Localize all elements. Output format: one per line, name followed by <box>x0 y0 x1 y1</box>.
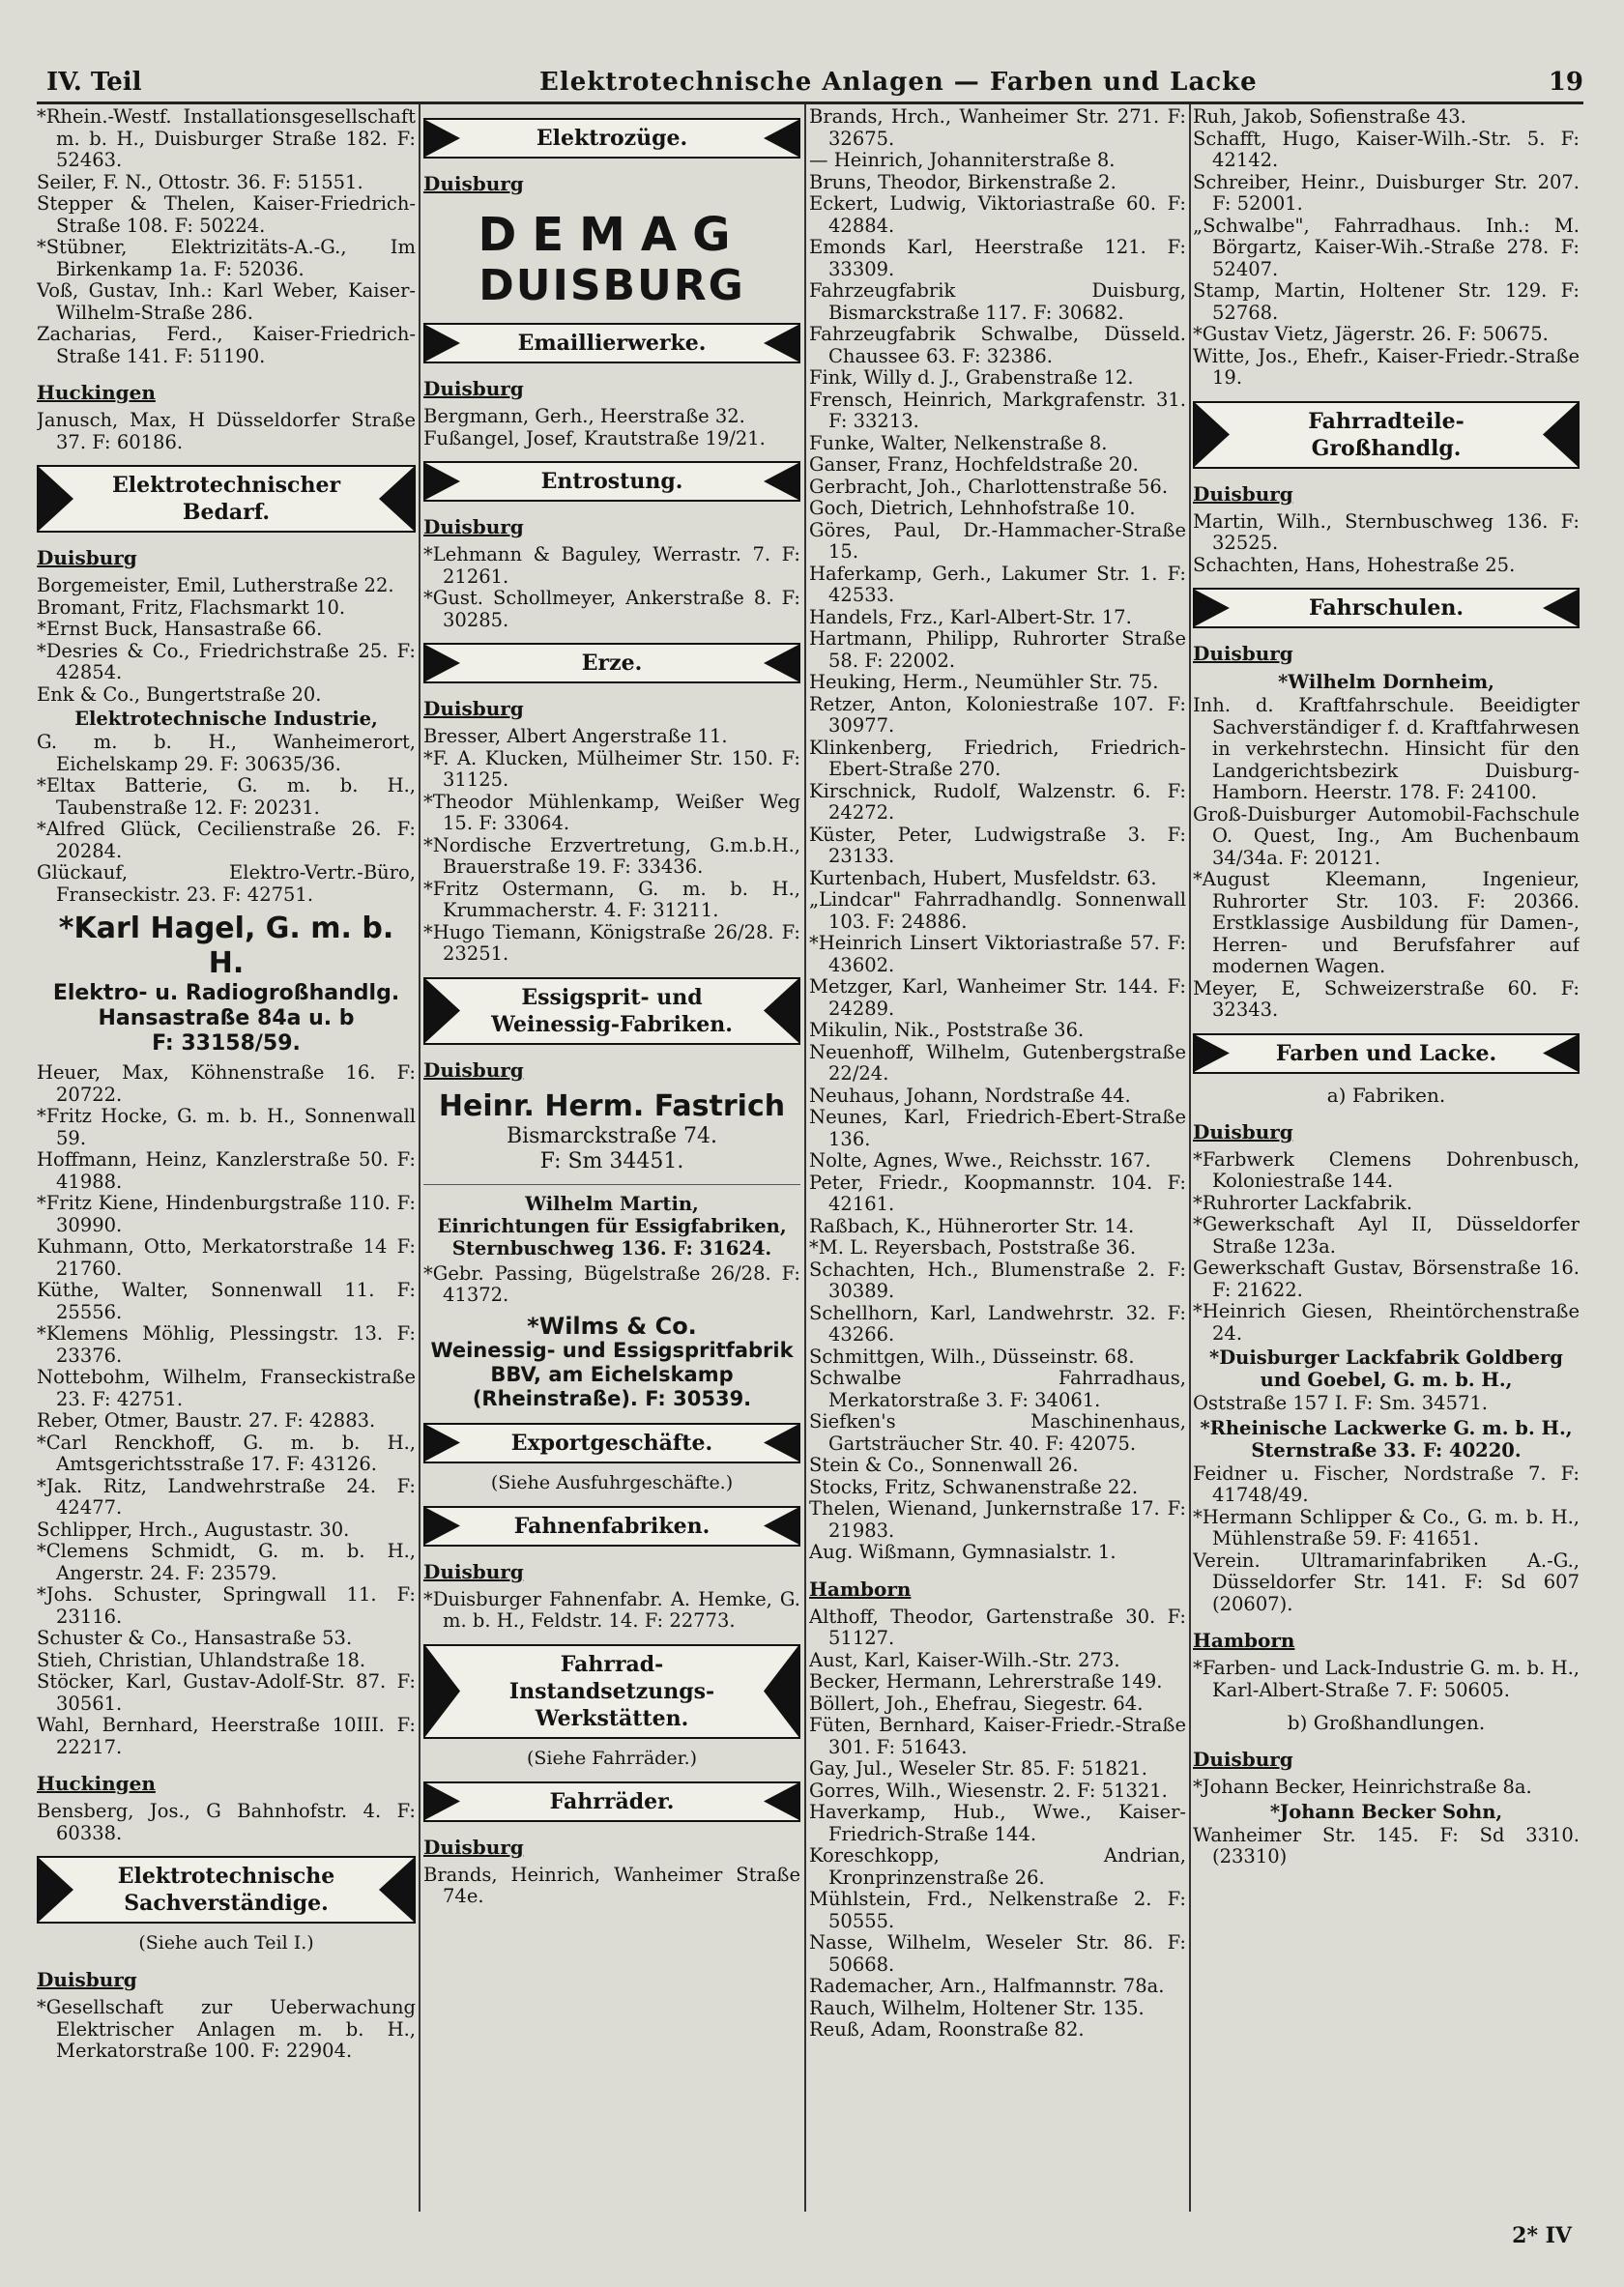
listing-entry: Schwalbe Fahrradhaus, Merkatorstraße 3. F: 34061. <box>809 1367 1186 1411</box>
banner-title: Fahrräder. <box>549 1788 675 1814</box>
listing-entry: *Jak. Ritz, Landwehrstraße 24. F: 42477. <box>37 1474 416 1519</box>
city-heading: Hamborn <box>1193 1629 1295 1652</box>
banner-arrow-icon <box>764 1425 798 1462</box>
listing-entry: Göres, Paul, Dr.-Hammacher-Straße 15. <box>809 518 1186 563</box>
city-heading: Duisburg <box>37 546 137 569</box>
listing-entry: Rademacher, Arn., Halfmannstr. 78a. <box>809 1975 1165 1997</box>
listing-entry: Witte, Jos., Ehefr., Kaiser-Friedr.-Straße 19. <box>1193 344 1580 389</box>
listing-entry: Heuer, Max, Köhnenstraße 16. F: 20722. <box>37 1061 416 1106</box>
listing-entry: Heuking, Herm., Neumühler Str. 75. <box>809 671 1159 693</box>
banner-title: Fahrradteile-Großhandlg. <box>1308 408 1464 461</box>
listing-entry: Reuß, Adam, Roonstraße 82. <box>809 2018 1085 2041</box>
listing-entry: Wahl, Bernhard, Heerstraße 10III. F: 22217. <box>37 1714 416 1758</box>
listing-entry: Neuhaus, Johann, Nordstraße 44. <box>809 1084 1131 1107</box>
listing-entry: Voß, Gustav, Inh.: Karl Weber, Kaiser-Wilhelm-Straße 286. <box>37 279 416 324</box>
listing-entry: *Carl Renckhoff, G. m. b. H., Amtsgerichtsstraße 17. F: 43126. <box>37 1431 416 1475</box>
listing-entry: *Lehmann & Baguley, Werrastr. 7. F: 21261. <box>423 543 800 588</box>
listing-entry: Stepper & Thelen, Kaiser-Friedrich-Straße 108. F: 50224. <box>37 192 416 237</box>
listing-entry: Verein. Ultramarinfabriken A.-G., Düsseldorfer Str. 141. F: Sd 607 (20607). <box>1193 1549 1580 1615</box>
ad-line: Heinr. Herm. Fastrich <box>438 1088 786 1123</box>
ad-line: Einrichtungen für Essigfabriken, Sternbuschweg 136. F: 31624. <box>437 1214 787 1259</box>
listing-entry: Siefken's Maschinenhaus, Gartsträucher Str. 40. F: 42075. <box>809 1410 1186 1455</box>
subsection-heading: b) Großhandlungen. <box>1287 1711 1486 1734</box>
listing-entry: *Eltax Batterie, G. m. b. H., Taubenstraße 12. F: 20231. <box>37 774 416 819</box>
listing-entry: Brands, Hrch., Wanheimer Str. 271. F: 32675. <box>809 106 1186 150</box>
listing-entry: Hoffmann, Heinz, Kanzlerstraße 50. F: 41988. <box>37 1148 416 1193</box>
listing-entry: Schellhorn, Karl, Landwehrstr. 32. F: 43266. <box>809 1301 1186 1346</box>
listing-entry: *Stübner, Elektrizitäts-A.-G., Im Birkenkamp 1a. F: 52036. <box>37 236 416 280</box>
banner-arrow-icon <box>1543 590 1578 626</box>
listing-entry: Glückauf, Elektro-Vertr.-Büro, Franseckistr. 23. F: 42751. <box>37 861 416 906</box>
cross-reference-note: (Siehe Ausfuhrgeschäfte.) <box>490 1471 734 1493</box>
listing-entry: Emonds Karl, Heerstraße 121. F: 33309. <box>809 236 1186 280</box>
banner-arrow-icon <box>39 1858 73 1922</box>
banner-arrow-icon <box>425 325 460 362</box>
listing-entry: Enk & Co., Bungertstraße 20. <box>37 682 322 706</box>
listing-entry: — Heinrich, Johanniterstraße 8. <box>809 149 1116 171</box>
listing-entry: Klinkenberg, Friedrich, Friedrich-Ebert-Straße 270. <box>809 736 1186 780</box>
listing-entry: Stocks, Fritz, Schwanenstraße 22. <box>809 1475 1139 1498</box>
category-banner <box>423 1423 800 1463</box>
listing-entry: *Johs. Schuster, Springwall 11. F: 23116. <box>37 1583 416 1628</box>
banner-arrow-icon <box>425 1425 460 1462</box>
listing-entry: Schlipper, Hrch., Augustastr. 30. <box>37 1518 350 1541</box>
category-banner <box>37 465 416 533</box>
category-banner <box>423 1506 800 1547</box>
city-heading: Duisburg <box>1193 642 1293 665</box>
banner-arrow-icon <box>764 325 798 362</box>
listing-entry: Nottebohm, Wilhelm, Franseckistraße 23. F: 42751. <box>37 1366 416 1410</box>
listing-entry: *Heinrich Giesen, Rheintörchenstraße 24. <box>1193 1300 1580 1345</box>
banner-arrow-icon <box>1543 403 1578 467</box>
banner-title: Emaillierwerke. <box>517 331 707 356</box>
banner-arrow-icon <box>39 467 73 531</box>
listing-entry: *Gebr. Passing, Bügelstraße 26/28. F: 41372. <box>423 1261 800 1306</box>
listing-entry: Haferkamp, Gerh., Lakumer Str. 1. F: 42533. <box>809 562 1186 606</box>
advertisement-wilms <box>423 1312 800 1411</box>
featured-firm-name: *Johann Becker Sohn, <box>1269 1800 1503 1823</box>
city-heading: Duisburg <box>1193 481 1293 506</box>
listing-entry: *F. A. Klucken, Mülheimer Str. 150. F: 31125. <box>423 746 800 791</box>
listing-entry: Stamp, Martin, Holtener Str. 129. F: 52768. <box>1193 279 1580 324</box>
listing-entry: *Rhein.-Westf. Installationsgesellschaft m. b. H., Duisburger Straße 182. F: 52463. <box>37 106 416 171</box>
ad-line: F: 33158/59. <box>152 1031 301 1056</box>
listing-entry: *Hugo Tiemann, Königstraße 26/28. F: 23251. <box>423 920 800 965</box>
listing-entry: Ruh, Jakob, Sofienstraße 43. <box>1193 106 1466 128</box>
banner-arrow-icon <box>1195 403 1230 467</box>
city-heading: Duisburg <box>1193 1748 1293 1771</box>
listing-entry: Fink, Willy d. J., Grabenstraße 12. <box>809 366 1134 389</box>
listing-entry: Neuenhoff, Wilhelm, Gutenbergstraße 22/24. <box>809 1040 1186 1085</box>
listing-entry: Wanheimer Str. 145. F: Sd 3310. (23310) <box>1193 1823 1580 1867</box>
banner-arrow-icon <box>379 467 414 531</box>
listing-entry: Gay, Jul., Weseler Str. 85. F: 51821. <box>809 1757 1147 1780</box>
advertisement-martin <box>423 1184 800 1259</box>
listing-entry: Retzer, Anton, Koloniestraße 107. F: 30977. <box>809 692 1186 737</box>
listing-entry: *August Kleemann, Ingenieur, Ruhrorter Str. 103. F: 20366. Erstklassige Ausbildung für Damen-, Herren- und Berufsfahrer auf modernen Wagen. <box>1193 868 1580 977</box>
category-banner <box>423 323 800 363</box>
column-1 <box>37 106 416 2209</box>
ad-line: *Wilms & Co. <box>527 1312 697 1340</box>
city-heading: Duisburg <box>423 377 524 400</box>
column-divider <box>1189 104 1191 2212</box>
city-heading: Duisburg <box>423 1559 524 1583</box>
listing-entry: Nasse, Wilhelm, Weseler Str. 86. F: 50668. <box>809 1931 1186 1976</box>
banner-arrow-icon <box>764 645 798 681</box>
listing-entry: *Klemens Möhlig, Plessingstr. 13. F: 23376. <box>37 1322 416 1367</box>
listing-entry: Fahrzeugfabrik Schwalbe, Düsseld. Chaussee 63. F: 32386. <box>809 323 1186 367</box>
listing-entry: Haverkamp, Hub., Wwe., Kaiser-Friedrich-Straße 144. <box>809 1801 1186 1845</box>
listing-entry: Raßbach, K., Hühnerorter Str. 14. <box>809 1214 1135 1237</box>
listing-entry: Fahrzeugfabrik Duisburg, Bismarckstraße 117. F: 30682. <box>809 279 1186 324</box>
category-banner <box>423 1644 800 1739</box>
listing-entry: *Gust. Schollmeyer, Ankerstraße 8. F: 30285. <box>423 587 800 631</box>
listing-entry: Füten, Bernhard, Kaiser-Friedr.-Straße 301. F: 51643. <box>809 1714 1186 1758</box>
listing-entry: *Ruhrorter Lackfabrik. <box>1193 1191 1413 1214</box>
page-footer: 2* IV <box>1512 2223 1572 2248</box>
listing-entry: Kirschnick, Rudolf, Walzenstr. 6. F: 24272. <box>809 779 1186 824</box>
banner-title: Erze. <box>581 651 643 676</box>
banner-title: Fahrrad-Instandsetzungs-Werkstätten. <box>508 1651 715 1731</box>
listing-entry: Schuster & Co., Hansastraße 53. <box>37 1627 353 1649</box>
listing-entry: *Fritz Ostermann, G. m. b. H., Krummacherstr. 4. F: 31211. <box>423 877 800 921</box>
featured-firm-name: *Rheinische Lackwerke G. m. b. H., Sternstraße 33. F: 40220. <box>1200 1416 1573 1462</box>
city-heading: Duisburg <box>423 1835 524 1859</box>
listing-entry: Rauch, Wilhelm, Holtener Str. 135. <box>809 1996 1145 2019</box>
listing-entry: *M. L. Reyersbach, Poststraße 36. <box>809 1236 1137 1259</box>
listing-entry: Feidner u. Fischer, Nordstraße 7. F: 41748/49. <box>1193 1462 1580 1506</box>
listing-entry: Peter, Friedr., Koopmannstr. 104. F: 42161. <box>809 1171 1186 1215</box>
listing-entry: Metzger, Karl, Wanheimer Str. 144. F: 24289. <box>809 975 1186 1020</box>
ad-line: Bismarckstraße 74. <box>506 1123 718 1148</box>
banner-title: Fahnenfabriken. <box>513 1513 710 1539</box>
category-banner <box>37 1856 416 1924</box>
ad-line: Wilhelm Martin, <box>525 1192 699 1215</box>
listing-entry: Gorres, Wilh., Wiesenstr. 2. F: 51321. <box>809 1779 1168 1802</box>
city-heading: Duisburg <box>1193 1119 1293 1144</box>
ad-line: Hansastraße 84a u. b <box>98 1006 355 1030</box>
listing-entry: Seiler, F. N., Ottostr. 36. F: 51551. <box>37 170 363 193</box>
banner-arrow-icon <box>425 1508 460 1545</box>
category-banner <box>423 461 800 502</box>
listing-entry: Janusch, Max, H Düsseldorfer Straße 37. F: 60186. <box>37 409 416 453</box>
listing-entry: *Gewerkschaft Ayl II, Düsseldorfer Straße 123a. <box>1193 1213 1580 1258</box>
banner-arrow-icon <box>1195 590 1230 626</box>
ad-line: Weinessig- und Essigspritfabrik BBV, am Eichelskamp (Rheinstraße). F: 30539. <box>430 1338 794 1410</box>
listing-entry: Borgemeister, Emil, Lutherstraße 22. <box>37 574 394 596</box>
featured-firm-name: Elektrotechnische Industrie, <box>74 708 378 730</box>
listing-entry: Nolte, Agnes, Wwe., Reichsstr. 167. <box>809 1149 1151 1172</box>
advertisement-hagel <box>37 912 416 1057</box>
category-banner <box>423 977 800 1045</box>
listing-entry: Neunes, Karl, Friedrich-Ebert-Straße 136. <box>809 1106 1186 1150</box>
banner-arrow-icon <box>764 1783 798 1820</box>
banner-arrow-icon <box>379 1858 414 1922</box>
column-4 <box>1193 106 1580 2209</box>
listing-entry: Küthe, Walter, Sonnenwall 11. F: 25556. <box>37 1279 416 1323</box>
listing-entry: Stöcker, Karl, Gustav-Adolf-Str. 87. F: 30561. <box>37 1670 416 1715</box>
banner-title: Fahrschulen. <box>1308 595 1464 621</box>
header-rule <box>37 101 1583 104</box>
listing-entry: Kuhmann, Otto, Merkatorstraße 14 F: 21760. <box>37 1235 416 1280</box>
listing-entry: Martin, Wilh., Sternbuschweg 136. F: 32525. <box>1193 509 1580 554</box>
listing-entry: Böllert, Joh., Ehefrau, Siegestr. 64. <box>809 1692 1144 1715</box>
banner-arrow-icon <box>764 1646 798 1737</box>
listing-entry: Meyer, E, Schweizerstraße 60. F: 32343. <box>1193 976 1580 1021</box>
city-heading: Hamborn <box>809 1577 912 1601</box>
listing-entry: Handels, Frz., Karl-Albert-Str. 17. <box>809 605 1132 628</box>
listing-entry: Bresser, Albert Angerstraße 11. <box>423 725 728 747</box>
category-banner <box>423 643 800 683</box>
listing-entry: Becker, Hermann, Lehrerstraße 149. <box>809 1670 1163 1693</box>
banner-title: Farben und Lacke. <box>1275 1040 1497 1066</box>
ad-line: DUISBURG <box>478 261 745 310</box>
column-3 <box>809 106 1186 2209</box>
banner-title: Exportgeschäfte. <box>510 1430 713 1456</box>
banner-arrow-icon <box>425 120 460 157</box>
banner-title: Entrostung. <box>540 469 683 494</box>
column-divider <box>419 104 420 2212</box>
city-heading: Duisburg <box>423 1057 524 1082</box>
listing-entry: Reber, Otmer, Baustr. 27. F: 42883. <box>37 1409 376 1432</box>
listing-entry: Stieh, Christian, Uhlandstraße 18. <box>37 1648 366 1671</box>
banner-arrow-icon <box>425 1646 460 1737</box>
page-header <box>37 56 1583 104</box>
listing-entry: *Fritz Hocke, G. m. b. H., Sonnenwall 59. <box>37 1105 416 1149</box>
listing-entry: Kurtenbach, Hubert, Musfeldstr. 63. <box>809 866 1157 889</box>
banner-arrow-icon <box>764 463 798 500</box>
ad-line: Elektro- u. Radiogroßhandlg. <box>52 981 400 1005</box>
header-part: IV. Teil <box>46 68 142 97</box>
listing-entry: *Farben- und Lack-Industrie G. m. b. H., Karl-Albert-Straße 7. F: 50605. <box>1193 1657 1580 1701</box>
column-2 <box>423 106 800 2209</box>
listing-entry: Küster, Peter, Ludwigstraße 3. F: 23133. <box>809 823 1186 867</box>
listing-entry: Bruns, Theodor, Birkenstraße 2. <box>809 170 1116 193</box>
listing-entry: Brands, Heinrich, Wanheimer Straße 74e. <box>423 1863 800 1907</box>
category-banner <box>1193 401 1580 469</box>
listing-entry: Thelen, Wienand, Junkernstraße 17. F: 21983. <box>809 1497 1186 1542</box>
listing-entry: Althoff, Theodor, Gartenstraße 30. F: 51127. <box>809 1605 1186 1649</box>
category-banner <box>1193 588 1580 628</box>
listing-entry: Schachten, Hans, Hohestraße 25. <box>1193 553 1516 576</box>
ad-line: *Karl Hagel, G. m. b. H. <box>58 912 394 980</box>
city-heading: Duisburg <box>423 515 524 538</box>
page-number: 19 <box>1548 68 1583 97</box>
city-heading: Duisburg <box>423 172 524 195</box>
listing-entry: Gewerkschaft Gustav, Börsenstraße 16. F: 21622. <box>1193 1257 1580 1301</box>
banner-arrow-icon <box>425 979 460 1043</box>
listing-entry: Mikulin, Nik., Poststraße 36. <box>809 1019 1085 1041</box>
listing-entry: Zacharias, Ferd., Kaiser-Friedrich-Straße 141. F: 51190. <box>37 323 416 367</box>
listing-entry: Goch, Dietrich, Lehnhofstraße 10. <box>809 497 1136 519</box>
listing-entry: *Theodor Mühlenkamp, Weißer Weg 15. F: 33064. <box>423 790 800 834</box>
listing-entry: Mühlstein, Frd., Nelkenstraße 2. F: 50555. <box>809 1888 1186 1932</box>
listing-entry: Hartmann, Philipp, Ruhrorter Straße 58. F: 22002. <box>809 627 1186 672</box>
banner-arrow-icon <box>764 979 798 1043</box>
listing-entry: *Desries & Co., Friedrichstraße 25. F: 42854. <box>37 639 416 683</box>
listing-entry: „Lindcar" Fahrradhandlg. Sonnenwall 103. F: 24886. <box>809 888 1186 933</box>
listing-entry: Aust, Karl, Kaiser-Wilh.-Str. 273. <box>809 1648 1120 1671</box>
listing-entry: Ganser, Franz, Hochfeldstraße 20. <box>809 453 1139 476</box>
category-banner <box>423 1781 800 1822</box>
listing-entry: Groß-Duisburger Automobil-Fachschule O. Quest, Ing., Am Buchenbaum 34/34a. F: 20121. <box>1193 802 1580 869</box>
listing-entry: Bensberg, Jos., G Bahnhofstr. 4. F: 60338. <box>37 1800 416 1844</box>
category-banner <box>423 118 800 159</box>
banner-arrow-icon <box>425 463 460 500</box>
listing-entry: Eckert, Ludwig, Viktoriastraße 60. F: 42884. <box>809 192 1186 237</box>
listing-entry: Fußangel, Josef, Krautstraße 19/21. <box>423 426 766 449</box>
city-heading: Duisburg <box>423 697 524 720</box>
listing-entry: Schreiber, Heinr., Duisburger Str. 207. F: 52001. <box>1193 170 1580 215</box>
listing-entry: „Schwalbe", Fahrradhaus. Inh.: M. Börgartz, Kaiser-Wih.-Straße 278. F: 52407. <box>1193 214 1580 280</box>
listing-entry: Funke, Walter, Nelkenstraße 8. <box>809 431 1108 454</box>
ad-line: F: Sm 34451. <box>539 1148 684 1173</box>
category-banner <box>1193 1033 1580 1074</box>
ad-line: DEMAG <box>478 208 746 262</box>
listing-entry: *Fritz Kiene, Hindenburgstraße 110. F: 30990. <box>37 1192 416 1236</box>
banner-title: Elektrotechnischer Bedarf. <box>111 473 341 525</box>
subsection-heading: a) Fabriken. <box>1326 1083 1446 1107</box>
cross-reference-note: (Siehe Fahrräder.) <box>526 1747 698 1769</box>
city-heading: Huckingen <box>37 1772 156 1795</box>
listing-entry: *Johann Becker, Heinrichstraße 8a. <box>1193 1776 1532 1798</box>
listing-entry: *Duisburger Fahnenfabr. A. Hemke, G. m. b. H., Feldstr. 14. F: 22773. <box>423 1587 800 1632</box>
listing-entry: *Alfred Glück, Cecilienstraße 26. F: 20284. <box>37 818 416 862</box>
listing-entry: *Gustav Vietz, Jägerstr. 26. F: 50675. <box>1193 323 1549 345</box>
banner-arrow-icon <box>1543 1035 1578 1072</box>
banner-arrow-icon <box>764 1508 798 1545</box>
banner-arrow-icon <box>425 1783 460 1820</box>
listing-entry: Gerbracht, Joh., Charlottenstraße 56. <box>809 475 1169 498</box>
banner-title: Essigsprit- und Weinessig-Fabriken. <box>491 984 733 1037</box>
banner-title: Elektrotechnische Sachverständige. <box>117 1864 335 1916</box>
listing-entry: *Farbwerk Clemens Dohrenbusch, Koloniestraße 144. <box>1193 1147 1580 1192</box>
listing-entry: *Gesellschaft zur Ueberwachung Elektrischer Anlagen m. b. H., Merkatorstraße 100. F: 22904. <box>37 1996 416 2062</box>
featured-firm-name: *Duisburger Lackfabrik Goldberg und Goebel, G. m. b. H., <box>1209 1346 1563 1391</box>
city-heading: Duisburg <box>37 1968 137 1991</box>
listing-entry: Bromant, Fritz, Flachsmarkt 10. <box>37 595 346 619</box>
banner-arrow-icon <box>764 120 798 157</box>
banner-title: Elektrozüge. <box>536 126 688 151</box>
listing-entry: Inh. d. Kraftfahrschule. Beeidigter Sachverständiger f. d. Kraftfahrwesen in verkehrstechn. Hinsicht für den Landgerichtsbezirk Duisburg-Hamborn. Heerstr. 178. F: 24100. <box>1193 694 1580 803</box>
listing-entry: Schachten, Hch., Blumenstraße 2. F: 30389. <box>809 1258 1186 1302</box>
listing-entry: *Clemens Schmidt, G. m. b. H., Angerstr. 24. F: 23579. <box>37 1540 416 1584</box>
listing-entry: Schafft, Hugo, Kaiser-Wilh.-Str. 5. F: 42142. <box>1193 127 1580 171</box>
listing-entry: G. m. b. H., Wanheimerort, Eichelskamp 29. F: 30635/36. <box>37 731 416 775</box>
listing-entry: *Hermann Schlipper & Co., G. m. b. H., Mühlenstraße 59. F: 41651. <box>1193 1505 1580 1549</box>
listing-entry: Schmittgen, Wilh., Düsseinstr. 68. <box>809 1345 1135 1368</box>
listing-entry: Oststraße 157 I. F: Sm. 34571. <box>1193 1392 1488 1414</box>
listing-entry: Bergmann, Gerh., Heerstraße 32. <box>423 405 745 427</box>
listing-entry: *Ernst Buck, Hansastraße 66. <box>37 618 323 640</box>
banner-arrow-icon <box>425 645 460 681</box>
city-heading: Huckingen <box>37 381 156 404</box>
listing-entry: Aug. Wißmann, Gymnasialstr. 1. <box>809 1541 1116 1563</box>
banner-arrow-icon <box>1195 1035 1230 1072</box>
listing-entry: Stein & Co., Sonnenwall 26. <box>809 1454 1079 1476</box>
featured-firm-name: *Wilhelm Dornheim, <box>1278 671 1494 693</box>
column-divider <box>804 104 806 2212</box>
cross-reference-note: (Siehe auch Teil I.) <box>138 1932 314 1954</box>
listing-entry: *Heinrich Linsert Viktoriastraße 57. F: 43602. <box>809 932 1186 976</box>
advertisement-fastrich <box>423 1089 800 1174</box>
header-title: Elektrotechnische Anlagen — Farben und Lacke <box>539 68 1258 97</box>
listing-entry: *Nordische Erzvertretung, G.m.b.H., Brauerstraße 19. F: 33436. <box>423 833 800 878</box>
advertisement-demag <box>423 209 800 311</box>
listing-entry: Koreschkopp, Andrian, Kronprinzenstraße 26. <box>809 1844 1186 1889</box>
listing-entry: Frensch, Heinrich, Markgrafenstr. 31. F: 33213. <box>809 388 1186 432</box>
